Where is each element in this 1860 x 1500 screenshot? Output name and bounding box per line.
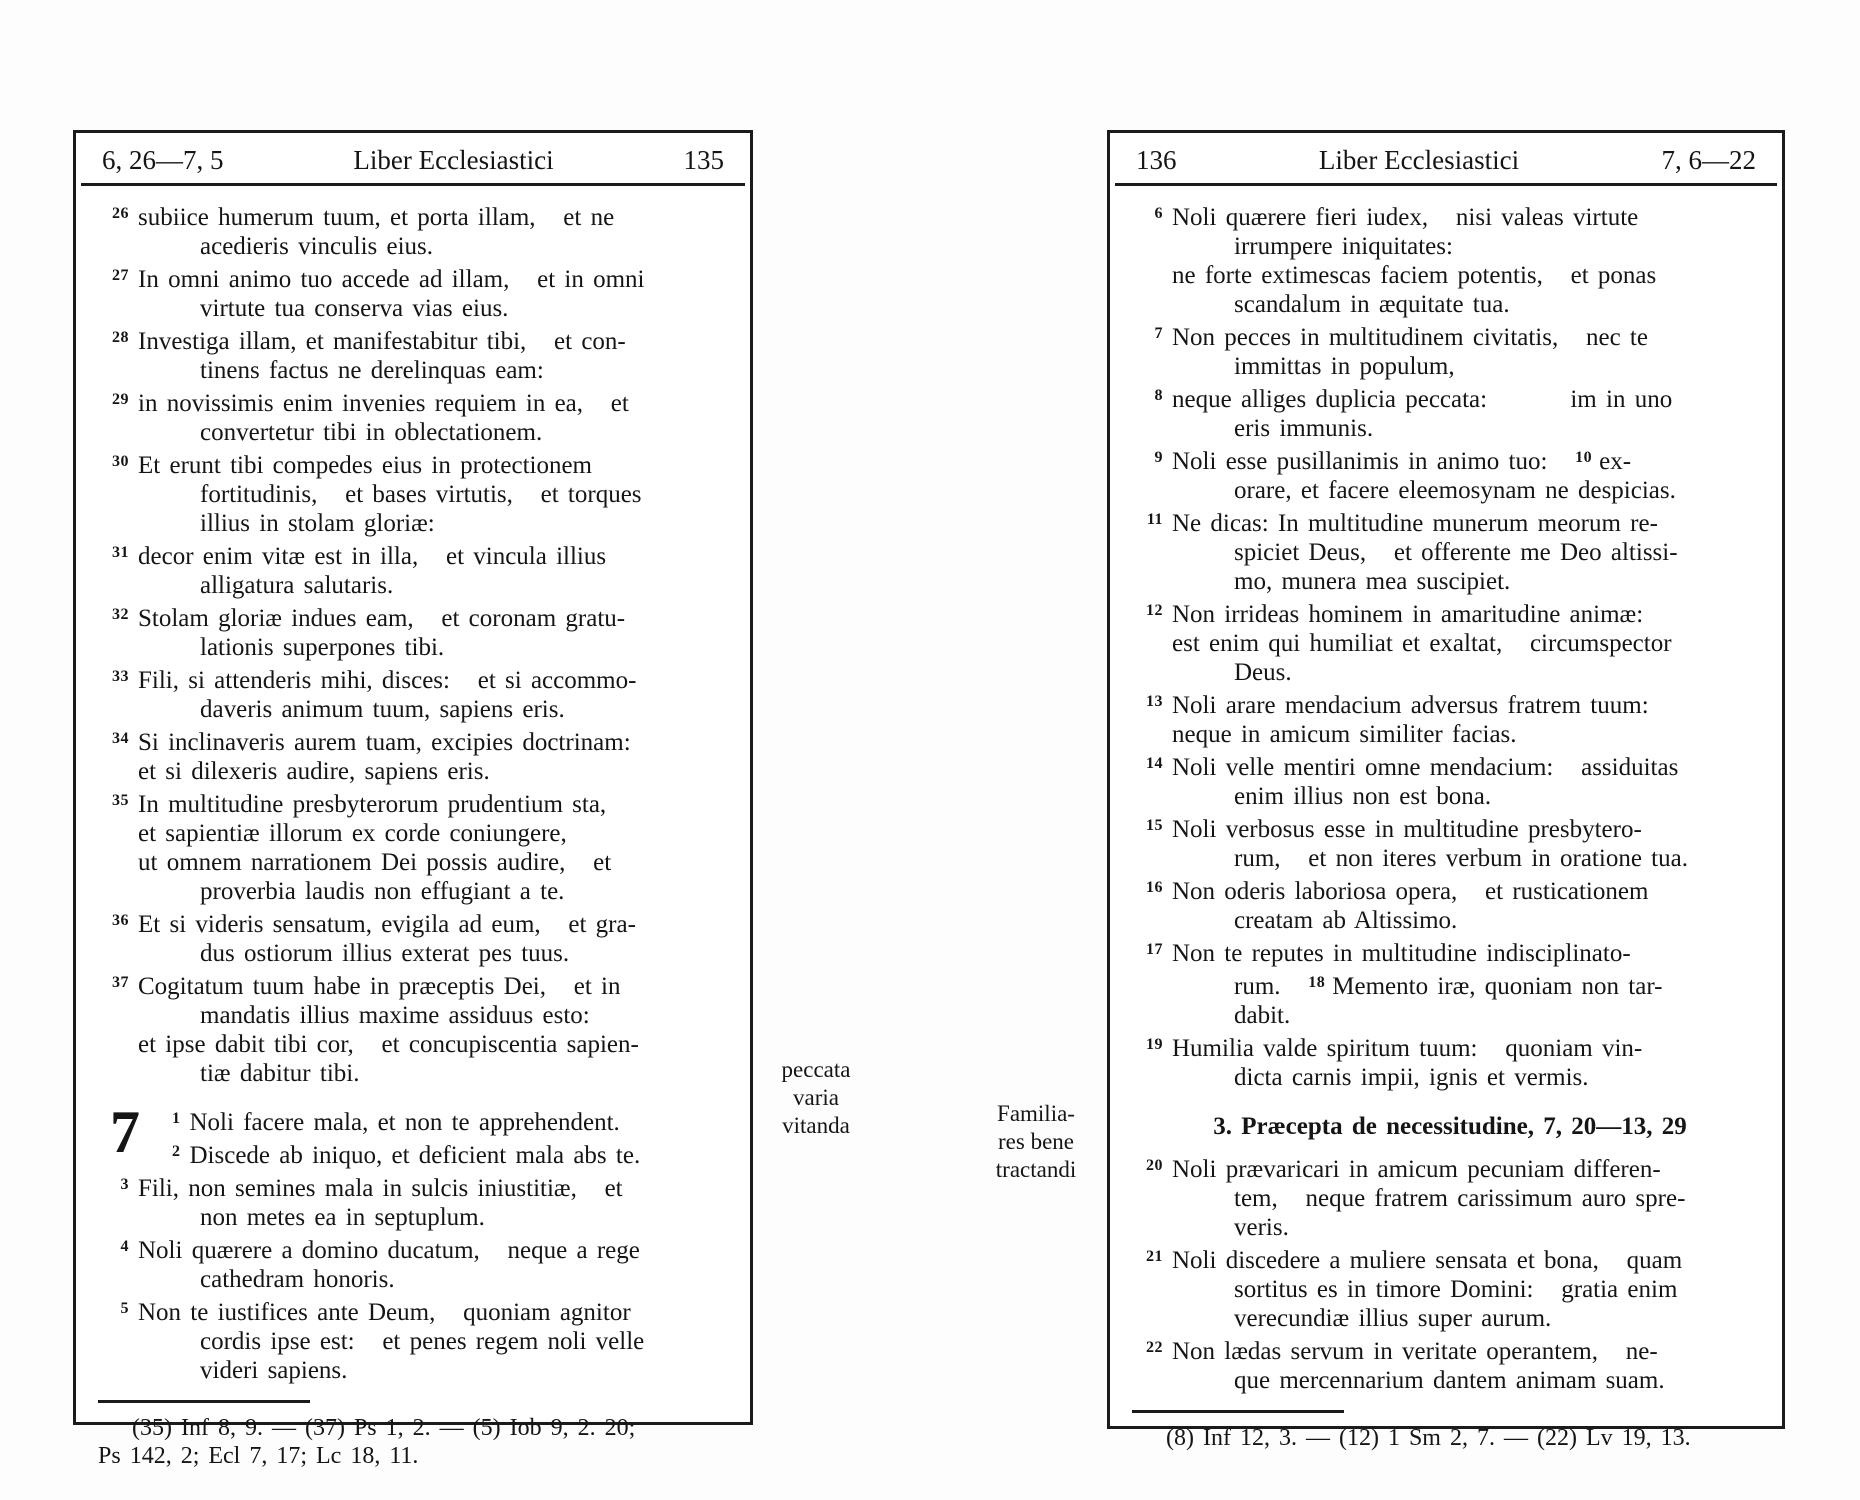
text-line [1132, 749, 1768, 782]
chapter-start [98, 1099, 736, 1170]
verse-text: que mercennarium dantem animam suam. [1234, 1367, 1665, 1394]
verse-number: 13 [1146, 693, 1163, 710]
verse-text: subiice humerum tuum, et porta illam, et ne [138, 204, 615, 231]
left-page [73, 130, 753, 1469]
verse-number: 34 [112, 730, 129, 747]
verse-text: Fili, non semines mala in sulcis iniustitiæ, et [138, 1175, 623, 1202]
verse-number: 5 [120, 1300, 129, 1317]
text-line [98, 538, 736, 571]
margin-note-line: res bene [998, 1129, 1074, 1154]
verse-text: enim illius non est bona. [1234, 783, 1492, 810]
verse-text: In multitudine presbyterorum prudentium sta, [138, 791, 607, 818]
footnote-line: (35) Inf 8, 9. — (37) Ps 1, 2. — (5) Iob 9, 2. 20; [132, 1415, 636, 1441]
text-line [1132, 782, 1768, 811]
text-line [1132, 319, 1768, 352]
verse-number: 4 [120, 1238, 129, 1255]
text-line [1132, 505, 1768, 538]
verse-text: videri sapiens. [200, 1357, 348, 1384]
verse-text: Noli discedere a muliere sensata et bona, quam [1172, 1247, 1683, 1274]
verse-text: immittas in populum, [1234, 353, 1455, 380]
verse-text: Noli facere mala, et non te apprehendent. [189, 1109, 620, 1136]
verse-text: lationis superpones tibi. [200, 634, 445, 661]
text-line [98, 418, 736, 447]
verse-text: tiæ dabitur tibi. [200, 1060, 360, 1087]
text-line [1132, 567, 1768, 596]
text-line [98, 447, 736, 480]
verse-text: spiciet Deus, et offerente me Deo altissi- [1234, 539, 1678, 566]
margin-note-familiares [966, 1100, 1106, 1184]
verse-number: 18 [1308, 974, 1326, 991]
text-line [98, 1232, 736, 1265]
text-line [98, 1030, 736, 1059]
verse-number: 31 [112, 544, 129, 561]
verse-text: Et si videris sensatum, evigila ad eum, et gra- [138, 911, 636, 938]
text-line [98, 600, 736, 633]
text-line [1132, 290, 1768, 319]
text-line [1132, 352, 1768, 381]
verse-text: scandalum in æquitate tua. [1234, 291, 1510, 318]
verse-text: in novissimis enim invenies requiem in ea, et [138, 390, 629, 417]
text-line [98, 786, 736, 819]
text-line [98, 1265, 736, 1294]
verse-number: 16 [1146, 879, 1163, 896]
text-line [1132, 261, 1768, 290]
margin-note-line: tractandi [995, 1157, 1077, 1182]
left-page-body [76, 186, 750, 1385]
verse-number: 35 [112, 792, 129, 809]
verse-text: In omni animo tuo accede ad illam, et in omni [138, 266, 645, 293]
verse-text: et ipse dabit tibi cor, et concupiscentia sapien- [138, 1031, 639, 1058]
page-number: 136 [1136, 145, 1177, 175]
verse-number: 6 [1154, 205, 1163, 222]
left-page-header [76, 133, 750, 183]
text-line [98, 848, 736, 877]
text-line [1132, 414, 1768, 443]
margin-note-peccata [757, 1056, 875, 1140]
verse-text: Investiga illam, et manifestabitur tibi, et con- [138, 328, 626, 355]
text-line [1132, 1242, 1768, 1275]
text-line [1132, 629, 1768, 658]
verse-number: 36 [112, 912, 129, 929]
verse-number: 27 [112, 267, 129, 284]
verse-number: 3 [120, 1176, 129, 1193]
right-page [1107, 130, 1785, 1451]
verse-number: 20 [1146, 1157, 1163, 1174]
margin-note-line: varia [793, 1085, 839, 1110]
verse-text: ex- [1599, 448, 1632, 475]
verse-text: sortitus es in timore Domini: gratia enim [1234, 1276, 1678, 1303]
text-line [98, 261, 736, 294]
verse-text: cathedram honoris. [200, 1266, 395, 1293]
text-line [1132, 658, 1768, 687]
verse-text: Noli quærere fieri iudex, nisi valeas virtute [1172, 204, 1639, 231]
text-line [98, 1294, 736, 1327]
text-line [1132, 1063, 1768, 1092]
text-line [98, 509, 736, 538]
text-line [98, 480, 736, 509]
text-line [1132, 1213, 1768, 1242]
verse-text: Memento iræ, quoniam non tar- [1332, 973, 1663, 1000]
page-number: 135 [683, 145, 724, 175]
verse-text: non metes ea in septuplum. [200, 1204, 485, 1231]
verse-text: illius in stolam gloriæ: [200, 510, 435, 537]
verse-number: 22 [1146, 1339, 1163, 1356]
verse-text: Ne dicas: In multitudine munerum meorum re- [1172, 510, 1658, 537]
text-line [1132, 687, 1768, 720]
text-line [98, 633, 736, 662]
text-line [98, 1059, 736, 1088]
verse-text: neque in amicum similiter facias. [1172, 721, 1517, 748]
verse-number: 26 [112, 205, 129, 222]
verse-text: alligatura salutaris. [200, 572, 394, 599]
chapter-number: 7 [110, 1099, 140, 1165]
text-line [98, 662, 736, 695]
verse-number: 14 [1146, 755, 1163, 772]
text-line [172, 1104, 736, 1137]
verse-text: Non te iustifices ante Deum, quoniam agnitor [138, 1299, 631, 1326]
text-line [1132, 1184, 1768, 1213]
verse-number: 7 [1154, 325, 1163, 342]
verse-text: acedieris vinculis eius. [200, 233, 434, 260]
verse-text: Stolam gloriæ indues eam, et coronam gratu- [138, 605, 626, 632]
chapter-lines [172, 1104, 736, 1170]
verse-text: neque alliges duplicia peccata: im in uno [1172, 386, 1673, 413]
verse-number: 10 [1575, 449, 1593, 466]
verse-text: dus ostiorum illius exterat pes tuus. [200, 940, 570, 967]
verse-text: Noli verbosus esse in multitudine presbytero- [1172, 816, 1642, 843]
verse-text: convertetur tibi in oblectationem. [200, 419, 543, 446]
margin-note-line: vitanda [782, 1113, 850, 1138]
verse-text: Deus. [1234, 659, 1292, 686]
text-line [1132, 935, 1768, 968]
verse-text: dabit. [1234, 1002, 1291, 1029]
text-line [98, 199, 736, 232]
verse-text: Noli arare mendacium adversus fratrem tuum: [1172, 692, 1649, 719]
text-line [1132, 906, 1768, 935]
verse-text: Noli velle mentiri omne mendacium: assiduitas [1172, 754, 1679, 781]
text-line [1132, 873, 1768, 906]
text-line [98, 1203, 736, 1232]
verse-text: eris immunis. [1234, 415, 1374, 442]
verse-text: creatam ab Altissimo. [1234, 907, 1458, 934]
text-line [1132, 1151, 1768, 1184]
right-page-body [1110, 186, 1782, 1395]
verse-text: Noli quærere a domino ducatum, neque a rege [138, 1237, 640, 1264]
verse-text: fortitudinis, et bases virtutis, et torques [200, 481, 642, 508]
text-line [1132, 232, 1768, 261]
text-line [98, 877, 736, 906]
verse-text: tem, neque fratrem carissimum auro spre- [1234, 1185, 1686, 1212]
section-heading: 3. Præcepta de necessitudine, 7, 20—13, 29 [1213, 1113, 1687, 1140]
verse-text: veris. [1234, 1214, 1289, 1241]
text-line [98, 323, 736, 356]
verse-number: 30 [112, 453, 129, 470]
verse-text: dicta carnis impii, ignis et vermis. [1234, 1064, 1589, 1091]
verse-text: orare, et facere eleemosynam ne despicias. [1234, 477, 1676, 504]
verse-number: 37 [112, 974, 129, 991]
verse-text: verecundiæ illius super aurum. [1234, 1305, 1552, 1332]
right-page-header [1110, 133, 1782, 183]
footnote-separator [1132, 1410, 1344, 1413]
verse-number: 12 [1146, 602, 1163, 619]
verse-number: 1 [172, 1110, 181, 1127]
verse-text: tinens factus ne derelinquas eam: [200, 357, 544, 384]
verse-number: 9 [1154, 449, 1163, 466]
verse-text: Non te reputes in multitudine indisciplinato- [1172, 940, 1631, 967]
verse-text: ne forte extimescas faciem potentis, et ponas [1172, 262, 1657, 289]
text-line [98, 819, 736, 848]
text-line [1132, 538, 1768, 567]
text-line [98, 1001, 736, 1030]
margin-note-line: Familia- [997, 1101, 1075, 1126]
verse-text: Cogitatum tuum habe in præceptis Dei, et in [138, 973, 621, 1000]
text-line [98, 294, 736, 323]
right-page-footnote [1110, 1410, 1782, 1452]
text-line [1132, 1001, 1768, 1030]
text-line [98, 1170, 736, 1203]
text-line [98, 695, 736, 724]
text-line [1132, 968, 1768, 1001]
verse-text: Noli esse pusillanimis in animo tuo: [1172, 448, 1576, 475]
verse-number: 2 [172, 1143, 181, 1160]
text-line [1132, 1333, 1768, 1366]
verse-text: daveris animum tuum, sapiens eris. [200, 696, 565, 723]
verse-text: proverbia laudis non effugiant a te. [200, 878, 565, 905]
text-line [98, 906, 736, 939]
verse-text: Non oderis laboriosa opera, et rusticationem [1172, 878, 1649, 905]
verse-text: rum. [1234, 973, 1309, 1000]
verse-number: 15 [1146, 817, 1163, 834]
verse-text: rum, et non iteres verbum in oratione tua. [1234, 845, 1688, 872]
text-line [98, 356, 736, 385]
footnote-separator [98, 1400, 310, 1403]
verse-text: est enim qui humiliat et exaltat, circumspector [1172, 630, 1672, 657]
verse-text: mandatis illius maxime assiduus esto: [200, 1002, 590, 1029]
verse-text: mo, munera mea suscipiet. [1234, 568, 1511, 595]
verse-text: decor enim vitæ est in illa, et vincula illius [138, 543, 607, 570]
text-line [98, 968, 736, 1001]
verse-number: 11 [1146, 511, 1163, 528]
text-line [1132, 199, 1768, 232]
text-line [1132, 1030, 1768, 1063]
verse-text: Si inclinaveris aurem tuam, excipies doctrinam: [138, 729, 631, 756]
text-line [1132, 720, 1768, 749]
text-line [98, 571, 736, 600]
text-line [98, 757, 736, 786]
text-line [98, 385, 736, 418]
text-line [1132, 1366, 1768, 1395]
margin-note-line: peccata [781, 1057, 851, 1082]
text-line [1132, 1275, 1768, 1304]
verse-text: Non irrideas hominem in amaritudine animæ: [1172, 601, 1644, 628]
text-line [1132, 443, 1768, 476]
text-line [98, 724, 736, 757]
verse-text: Et erunt tibi compedes eius in protectionem [138, 452, 592, 479]
verse-text: et sapientiæ illorum ex corde coniungere, [138, 820, 567, 847]
text-line [98, 939, 736, 968]
verse-number: 19 [1146, 1036, 1163, 1053]
verse-number: 28 [112, 329, 129, 346]
verse-text: Fili, si attenderis mihi, disces: et si accommo- [138, 667, 637, 694]
verse-range: 7, 6—22 [1661, 145, 1756, 175]
running-title: Liber Ecclesiastici [353, 145, 554, 175]
text-line [98, 232, 736, 261]
verse-text: Non pecces in multitudinem civitatis, nec te [1172, 324, 1648, 351]
footnote-line: (8) Inf 12, 3. — (12) 1 Sm 2, 7. — (22) Lv 19, 13. [1166, 1425, 1691, 1451]
footnote-line: Ps 142, 2; Ecl 7, 17; Lc 18, 11. [98, 1443, 419, 1469]
text-line [1132, 844, 1768, 873]
verse-text: ut omnem narrationem Dei possis audire, et [138, 849, 612, 876]
verse-number: 29 [112, 391, 129, 408]
text-line [1132, 476, 1768, 505]
verse-number: 17 [1146, 941, 1163, 958]
verse-text: Humilia valde spiritum tuum: quoniam vin- [1172, 1035, 1643, 1062]
verse-range: 6, 26—7, 5 [102, 145, 224, 175]
verse-text: cordis ipse est: et penes regem noli velle [200, 1328, 645, 1355]
verse-text: et si dilexeris audire, sapiens eris. [138, 758, 490, 785]
text-line [172, 1137, 736, 1170]
verse-text: irrumpere iniquitates: [1234, 233, 1453, 260]
verse-text: Discede ab iniquo, et deficient mala abs te. [189, 1142, 641, 1169]
running-title: Liber Ecclesiastici [1318, 145, 1520, 175]
verse-number: 33 [112, 668, 129, 685]
text-line [98, 1327, 736, 1356]
verse-number: 8 [1154, 387, 1163, 404]
verse-text: Noli prævaricari in amicum pecuniam differen- [1172, 1156, 1661, 1183]
verse-text: virtute tua conserva vias eius. [200, 295, 509, 322]
left-page-footnote [76, 1400, 750, 1470]
text-line [1132, 596, 1768, 629]
verse-number: 32 [112, 606, 129, 623]
text-line [1132, 811, 1768, 844]
verse-text: Non lædas servum in veritate operantem, ne- [1172, 1338, 1658, 1365]
verse-number: 21 [1146, 1248, 1163, 1265]
text-line [98, 1356, 736, 1385]
text-line [1132, 1304, 1768, 1333]
text-line [1132, 381, 1768, 414]
